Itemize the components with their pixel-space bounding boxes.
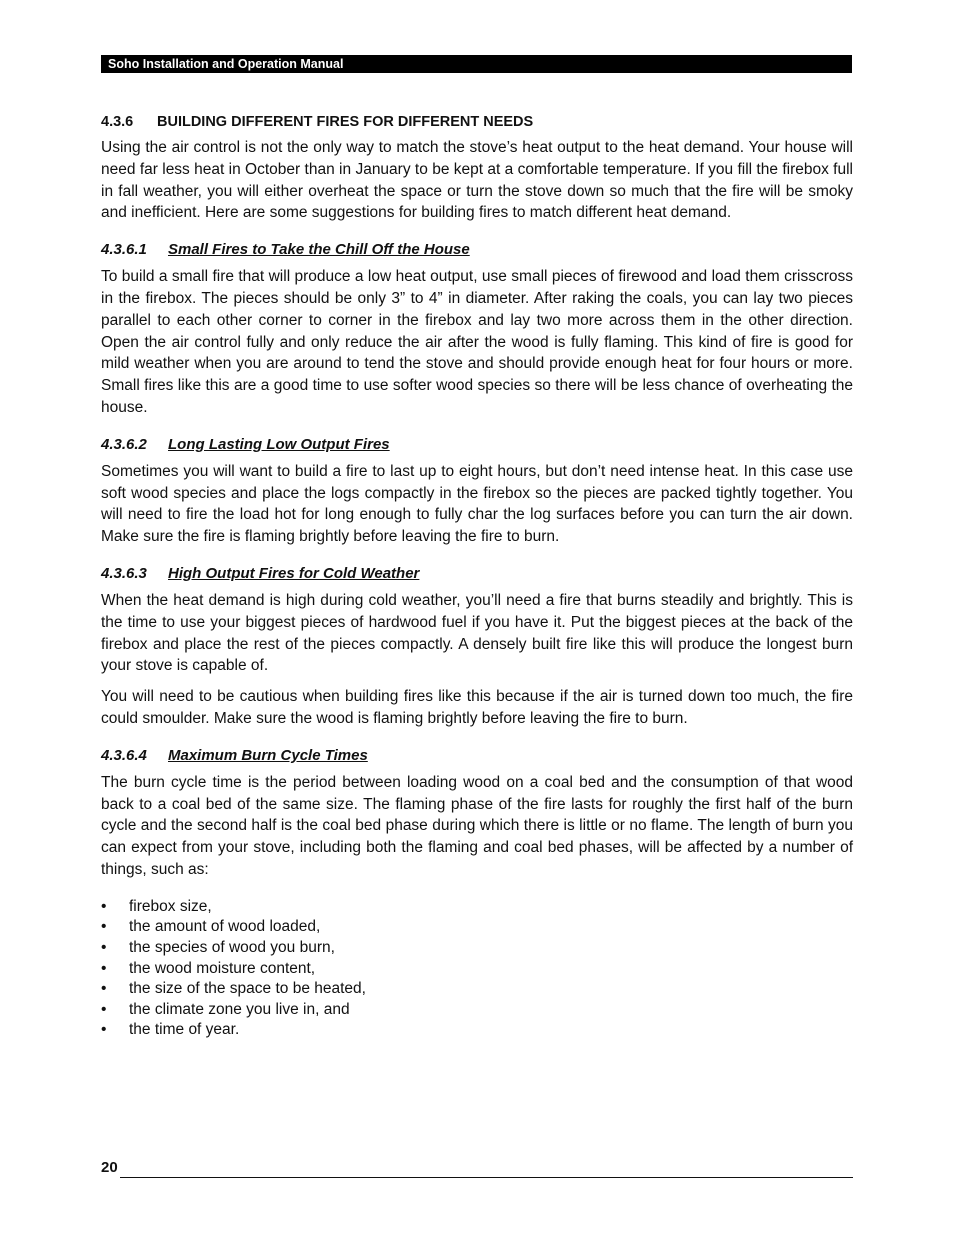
list-item: • the size of the space to be heated, <box>101 979 853 1000</box>
subsection-heading-1 <box>101 240 853 260</box>
list-item: • the wood moisture content, <box>101 959 853 980</box>
subsection-title: Long Lasting Low Output Fires <box>168 435 390 453</box>
subsection-number: 4.3.6.1 <box>101 241 147 259</box>
footer-rule <box>120 1161 853 1178</box>
section-number: 4.3.6 <box>101 114 134 130</box>
list-item: • the amount of wood loaded, <box>101 917 853 938</box>
section-intro: Using the air control is not the only way to match the stove’s heat output to the heat demand. Your house will need far less heat in October than in January to be kept at a comfortable temperature. If you fill the firebox full in fall weather, you will either overheat the space or turn the stove down so much that the fire will be smoky and inefficient. Here are some suggestions for building fires to match different heat demand. <box>101 139 853 222</box>
subsection-title: Maximum Burn Cycle Times <box>168 746 368 764</box>
paragraph: You will need to be cautious when building fires like this because if the air is turned down too much, the fire could smoulder. Make sure the wood is flaming brightly before leaving the fire to burn. <box>101 688 853 727</box>
paragraph: The burn cycle time is the period between loading wood on a coal bed and the consumption of that wood back to a coal bed of the same size. The flaming phase of the fire lasts for roughly the first half of the burn cycle and the second half is the coal bed phase during which there is little or no flame. The length of burn you can expect from your stove, including both the flaming and coal bed phases, will be affected by a number of things, such as: <box>101 773 853 878</box>
page-footer <box>101 1158 853 1178</box>
list-item: • the time of year. <box>101 1020 853 1041</box>
subsection-title: High Output Fires for Cold Weather <box>168 564 420 582</box>
section-title: BUILDING DIFFERENT FIRES FOR DIFFERENT NEEDS <box>157 114 534 130</box>
list-item: • firebox size, <box>101 897 853 918</box>
subsection-heading-2 <box>101 435 853 455</box>
subsection-title: Small Fires to Take the Chill Off the House <box>168 241 470 259</box>
subsection-heading-4 <box>101 746 853 766</box>
subsection-heading-3 <box>101 564 853 584</box>
running-header <box>101 55 852 73</box>
paragraph: To build a small fire that will produce a low heat output, use small pieces of firewood and load them crisscross in the firebox. The pieces should be only 3” to 4” in diameter. After raking the coals, you can lay two pieces parallel to each other corner to corner in the firebox and lay two more across them in the other direction. Open the air control fully and only reduce the air after the wood is fully flaming. This kind of fire is good for mild weather when you are around to tend the stove and should provide enough heat for four hours or more. Small fires like this are a good time to use softer wood species so there will be less chance of overheating the house. <box>101 268 853 416</box>
subsection-number: 4.3.6.3 <box>101 564 147 582</box>
page-content <box>101 112 853 1041</box>
paragraph: Sometimes you will want to build a fire to last up to eight hours, but don’t need intense heat. In this case use soft wood species and place the logs compactly in the firebox so the pieces are packed tightly together. You will need to fire the load hot for long enough to fully char the log surfaces before you can turn the air down. Make sure the fire is flaming brightly before leaving the fire to burn. <box>101 462 853 546</box>
list-item: • the climate zone you live in, and <box>101 1000 853 1021</box>
paragraph: When the heat demand is high during cold weather, you’ll need a fire that burns steadily and brightly. This is the time to use your biggest pieces of hardwood fuel if you have it. Put the biggest pieces at the back of the firebox and place the rest of the pieces compactly. A densely built fire like this will produce the longest burn your stove is capable of. <box>101 591 853 675</box>
page-number: 20 <box>101 1159 118 1176</box>
list-item: • the species of wood you burn, <box>101 938 853 959</box>
subsection-number: 4.3.6.2 <box>101 435 147 453</box>
subsection-number: 4.3.6.4 <box>101 746 147 764</box>
section-heading <box>101 112 853 132</box>
factor-list <box>101 897 853 1041</box>
manual-title: Soho Installation and Operation Manual <box>108 57 344 71</box>
